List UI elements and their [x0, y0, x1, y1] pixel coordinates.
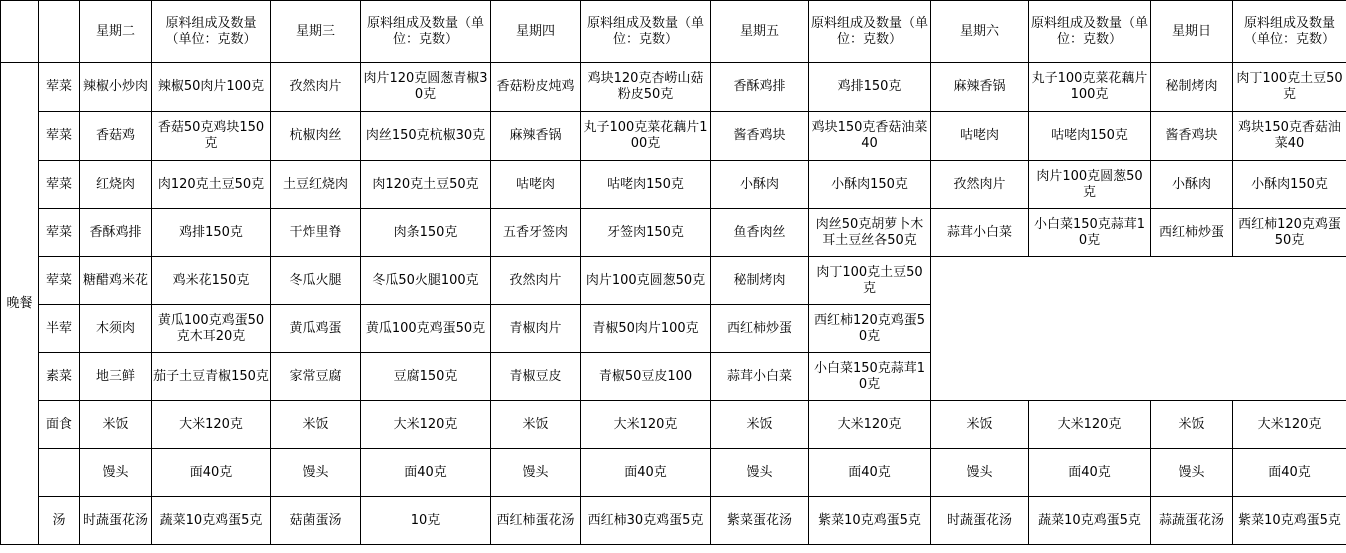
dish-ingredients: 蔬菜10克鸡蛋5克	[1029, 497, 1151, 545]
dish-name: 秘制烤肉	[711, 257, 809, 305]
dish-ingredients: 咕咾肉150克	[581, 161, 711, 209]
dish-ingredients: 冬瓜50火腿100克	[361, 257, 491, 305]
dish-name: 香酥鸡排	[711, 63, 809, 112]
dish-name: 孜然肉片	[931, 161, 1029, 209]
dish-ingredients: 小酥肉150克	[809, 161, 931, 209]
dish-name: 米饭	[931, 401, 1029, 449]
dish-ingredients: 大米120克	[361, 401, 491, 449]
dish-name: 家常豆腐	[271, 353, 361, 401]
dish-ingredients: 面40克	[361, 449, 491, 497]
dish-ingredients: 大米120克	[581, 401, 711, 449]
dish-ingredients: 黄瓜100克鸡蛋50克木耳20克	[152, 305, 271, 353]
dish-name: 麻辣香锅	[931, 63, 1029, 112]
dish-name: 冬瓜火腿	[271, 257, 361, 305]
dish-name: 酱香鸡块	[711, 112, 809, 161]
dish-name: 西红柿炒蛋	[711, 305, 809, 353]
dish-type: 汤	[39, 497, 80, 545]
dish-ingredients: 面40克	[152, 449, 271, 497]
menu-row	[1, 112, 1346, 161]
dish-name: 辣椒小炒肉	[80, 63, 152, 112]
dish-name: 米饭	[1151, 401, 1233, 449]
dish-ingredients: 鸡米花150克	[152, 257, 271, 305]
dish-ingredients: 西红柿120克鸡蛋50克	[809, 305, 931, 353]
dish-ingredients: 肉丝150克杭椒30克	[361, 112, 491, 161]
dish-ingredients: 紫菜10克鸡蛋5克	[809, 497, 931, 545]
ingredient-header: 原料组成及数量（单位：克数）	[361, 1, 491, 63]
day-header: 星期日	[1151, 1, 1233, 63]
dish-name: 干炸里脊	[271, 209, 361, 257]
menu-row	[1, 63, 1346, 112]
dish-name: 鱼香肉丝	[711, 209, 809, 257]
dish-ingredients: 面40克	[1029, 449, 1151, 497]
dish-name: 蒜茸小白菜	[931, 209, 1029, 257]
dish-name: 孜然肉片	[271, 63, 361, 112]
dish-ingredients: 蔬菜10克鸡蛋5克	[152, 497, 271, 545]
dish-type: 荤菜	[39, 257, 80, 305]
dish-name: 蒜茸小白菜	[711, 353, 809, 401]
dish-name: 时蔬蛋花汤	[80, 497, 152, 545]
dish-name: 红烧肉	[80, 161, 152, 209]
day-header: 星期五	[711, 1, 809, 63]
dish-name: 馒头	[271, 449, 361, 497]
dish-type: 荤菜	[39, 63, 80, 112]
dish-type: 半荤	[39, 305, 80, 353]
dish-type: 面食	[39, 401, 80, 449]
header-type	[39, 1, 80, 63]
dish-ingredients: 肉120克土豆50克	[152, 161, 271, 209]
dish-name: 米饭	[80, 401, 152, 449]
menu-row	[1, 161, 1346, 209]
dish-ingredients: 肉丁100克土豆50克	[809, 257, 931, 305]
dish-ingredients: 小白菜150克蒜茸10克	[1029, 209, 1151, 257]
dish-ingredients: 10克	[361, 497, 491, 545]
dish-ingredients: 大米120克	[152, 401, 271, 449]
dish-name: 青椒肉片	[491, 305, 581, 353]
dish-ingredients: 大米120克	[1029, 401, 1151, 449]
dish-name: 西红柿炒蛋	[1151, 209, 1233, 257]
dish-name: 馒头	[1151, 449, 1233, 497]
menu-row	[1, 401, 1346, 449]
ingredient-header: 原料组成及数量（单位：克数）	[152, 1, 271, 63]
dish-name: 西红柿蛋花汤	[491, 497, 581, 545]
dish-name: 香菇鸡	[80, 112, 152, 161]
dish-ingredients: 鸡排150克	[809, 63, 931, 112]
dish-ingredients: 面40克	[581, 449, 711, 497]
dish-name: 秘制烤肉	[1151, 63, 1233, 112]
dish-ingredients: 牙签肉150克	[581, 209, 711, 257]
ingredient-header: 原料组成及数量（单位：克数）	[1233, 1, 1346, 63]
dish-ingredients: 肉片100克圆葱50克	[581, 257, 711, 305]
dish-name: 咕咾肉	[491, 161, 581, 209]
dish-name: 黄瓜鸡蛋	[271, 305, 361, 353]
dish-ingredients: 肉片120克圆葱青椒30克	[361, 63, 491, 112]
dish-ingredients: 鸡块120克杏崂山菇粉皮50克	[581, 63, 711, 112]
dish-ingredients: 大米120克	[1233, 401, 1346, 449]
menu-row	[1, 209, 1346, 257]
meal-label: 晚餐	[1, 63, 39, 545]
dish-ingredients: 大米120克	[809, 401, 931, 449]
dish-ingredients: 鸡块150克香菇油菜40	[809, 112, 931, 161]
dish-name: 紫菜蛋花汤	[711, 497, 809, 545]
dish-name: 青椒豆皮	[491, 353, 581, 401]
dish-name: 馒头	[80, 449, 152, 497]
dish-ingredients: 小白菜150克蒜茸10克	[809, 353, 931, 401]
dish-ingredients: 青椒50肉片100克	[581, 305, 711, 353]
dish-ingredients: 咕咾肉150克	[1029, 112, 1151, 161]
dish-ingredients: 辣椒50肉片100克	[152, 63, 271, 112]
dish-name: 馒头	[711, 449, 809, 497]
dish-name: 米饭	[491, 401, 581, 449]
dish-ingredients: 香菇50克鸡块150克	[152, 112, 271, 161]
dish-name: 菇菌蛋汤	[271, 497, 361, 545]
dish-ingredients: 面40克	[809, 449, 931, 497]
dish-name: 时蔬蛋花汤	[931, 497, 1029, 545]
menu-row	[1, 497, 1346, 545]
dish-ingredients: 小酥肉150克	[1233, 161, 1346, 209]
dish-ingredients: 肉条150克	[361, 209, 491, 257]
dish-ingredients: 肉丁100克土豆50克	[1233, 63, 1346, 112]
dish-name: 土豆红烧肉	[271, 161, 361, 209]
empty-area	[931, 257, 1346, 401]
dish-name: 香菇粉皮炖鸡	[491, 63, 581, 112]
dish-ingredients: 丸子100克菜花藕片100克	[581, 112, 711, 161]
dish-type	[39, 449, 80, 497]
header-row	[1, 1, 1346, 63]
dish-name: 麻辣香锅	[491, 112, 581, 161]
dish-ingredients: 西红柿120克鸡蛋50克	[1233, 209, 1346, 257]
dish-name: 咕咾肉	[931, 112, 1029, 161]
dish-name: 香酥鸡排	[80, 209, 152, 257]
dish-ingredients: 黄瓜100克鸡蛋50克	[361, 305, 491, 353]
dish-name: 小酥肉	[1151, 161, 1233, 209]
dish-type: 素菜	[39, 353, 80, 401]
dish-ingredients: 鸡块150克香菇油菜40	[1233, 112, 1346, 161]
menu-row	[1, 257, 1346, 305]
dish-ingredients: 面40克	[1233, 449, 1346, 497]
dish-ingredients: 青椒50豆皮100	[581, 353, 711, 401]
day-header: 星期六	[931, 1, 1029, 63]
dish-type: 荤菜	[39, 161, 80, 209]
dish-ingredients: 丸子100克菜花藕片100克	[1029, 63, 1151, 112]
day-header: 星期二	[80, 1, 152, 63]
dish-ingredients: 茄子土豆青椒150克	[152, 353, 271, 401]
dish-name: 糖醋鸡米花	[80, 257, 152, 305]
dish-name: 地三鲜	[80, 353, 152, 401]
day-header: 星期四	[491, 1, 581, 63]
dish-name: 小酥肉	[711, 161, 809, 209]
dish-name: 蒜蔬蛋花汤	[1151, 497, 1233, 545]
dish-type: 荤菜	[39, 112, 80, 161]
dish-ingredients: 肉丝50克胡萝卜木耳土豆丝各50克	[809, 209, 931, 257]
ingredient-header: 原料组成及数量（单位：克数）	[1029, 1, 1151, 63]
dish-name: 杭椒肉丝	[271, 112, 361, 161]
dish-ingredients: 豆腐150克	[361, 353, 491, 401]
ingredient-header: 原料组成及数量（单位：克数）	[581, 1, 711, 63]
dish-ingredients: 鸡排150克	[152, 209, 271, 257]
dish-name: 馒头	[491, 449, 581, 497]
menu-row	[1, 449, 1346, 497]
dish-ingredients: 紫菜10克鸡蛋5克	[1233, 497, 1346, 545]
dish-name: 孜然肉片	[491, 257, 581, 305]
dish-name: 米饭	[711, 401, 809, 449]
dish-name: 馒头	[931, 449, 1029, 497]
dish-type: 荤菜	[39, 209, 80, 257]
dish-name: 酱香鸡块	[1151, 112, 1233, 161]
dish-ingredients: 肉片100克圆葱50克	[1029, 161, 1151, 209]
dish-name: 五香牙签肉	[491, 209, 581, 257]
header-corner	[1, 1, 39, 63]
dish-ingredients: 西红柿30克鸡蛋5克	[581, 497, 711, 545]
dish-name: 米饭	[271, 401, 361, 449]
day-header: 星期三	[271, 1, 361, 63]
ingredient-header: 原料组成及数量（单位：克数）	[809, 1, 931, 63]
dish-name: 木须肉	[80, 305, 152, 353]
dish-ingredients: 肉120克土豆50克	[361, 161, 491, 209]
